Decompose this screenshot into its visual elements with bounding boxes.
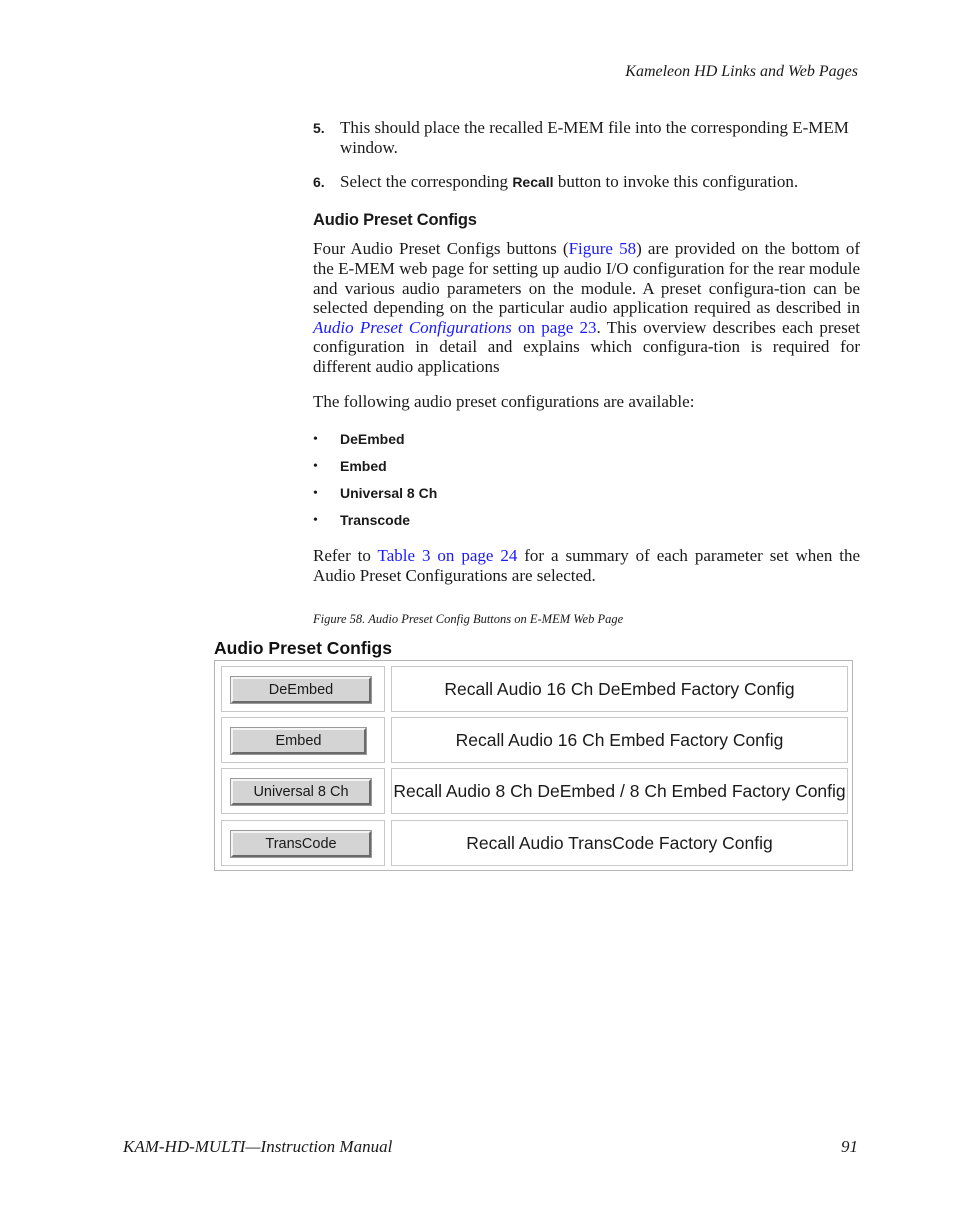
audio-preset-configurations-link[interactable] bbox=[313, 318, 597, 337]
deembed-button[interactable]: DeEmbed bbox=[231, 677, 371, 703]
preset-row-deembed bbox=[221, 666, 848, 712]
list-item bbox=[313, 480, 860, 507]
step-5 bbox=[313, 118, 860, 157]
step-number: 5. bbox=[313, 120, 325, 136]
preset-description: Recall Audio TransCode Factory Config bbox=[391, 820, 848, 866]
para-text: Four Audio Preset Configs buttons ( bbox=[313, 239, 569, 259]
button-cell bbox=[221, 820, 385, 866]
para-text: . This overview describes each preset configuration in detail and explains which configura-tion is required for different audio applications bbox=[313, 317, 860, 376]
main-content bbox=[313, 118, 860, 600]
step-text: This should place the recalled E-MEM file into the corresponding E-MEM window. bbox=[340, 118, 849, 157]
running-header: Kameleon HD Links and Web Pages bbox=[625, 63, 858, 80]
para-text: ) are provided on the bottom of the E-MEM web page for setting up audio I/O configuration for the rear module and various audio parameters on the module. A preset configura-tion can be selected depending on the particular audio application required as described in bbox=[313, 239, 860, 318]
preset-description: Recall Audio 16 Ch DeEmbed Factory Config bbox=[391, 666, 848, 712]
refer-paragraph bbox=[313, 546, 860, 585]
recall-button-name: Recall bbox=[512, 174, 554, 191]
preset-description: Recall Audio 16 Ch Embed Factory Config bbox=[391, 717, 848, 763]
available-paragraph: The following audio preset configurations are available: bbox=[313, 391, 695, 411]
page-number: 91 bbox=[841, 1137, 858, 1156]
step-text bbox=[340, 172, 860, 193]
preset-row-universal-8ch bbox=[221, 768, 848, 814]
section-heading: Audio Preset Configs bbox=[313, 210, 477, 229]
bullet-icon: • bbox=[313, 458, 318, 474]
preset-list bbox=[313, 426, 860, 534]
list-item bbox=[313, 426, 860, 453]
list-item bbox=[313, 507, 860, 534]
figure-caption: Figure 58. Audio Preset Config Buttons on E-MEM Web Page bbox=[313, 612, 624, 626]
embed-button[interactable]: Embed bbox=[231, 728, 366, 754]
panel-title: Audio Preset Configs bbox=[214, 638, 392, 658]
figure-58-link[interactable]: Figure 58 bbox=[568, 239, 637, 259]
audio-preset-panel bbox=[214, 660, 853, 871]
table-3-link[interactable]: Table 3 on page 24 bbox=[377, 546, 518, 566]
list-item-label: Transcode bbox=[340, 511, 411, 528]
link-page-text: on page 23 bbox=[511, 317, 597, 337]
step-text-after: button to invoke this configuration. bbox=[553, 172, 799, 192]
transcode-button[interactable]: TransCode bbox=[231, 831, 371, 857]
button-cell bbox=[221, 717, 385, 763]
link-italic-text: Audio Preset Configurations bbox=[313, 317, 512, 337]
step-number: 6. bbox=[313, 174, 325, 191]
para-text: for a summary of each parameter set when the Audio Preset Configurations are selected. bbox=[313, 546, 861, 585]
step-text-before: Select the corresponding bbox=[340, 172, 513, 192]
footer-manual-title: KAM-HD-MULTI—Instruction Manual bbox=[123, 1137, 393, 1156]
button-cell bbox=[221, 768, 385, 814]
intro-paragraph bbox=[313, 239, 860, 376]
para-text: Refer to bbox=[313, 546, 378, 566]
bullet-icon: • bbox=[313, 512, 318, 528]
bullet-icon: • bbox=[313, 485, 318, 501]
list-item bbox=[313, 453, 860, 480]
list-item-label: Universal 8 Ch bbox=[340, 484, 438, 501]
universal-8ch-button[interactable]: Universal 8 Ch bbox=[231, 779, 371, 805]
list-item-label: DeEmbed bbox=[340, 430, 405, 447]
list-item-label: Embed bbox=[340, 457, 387, 474]
preset-row-transcode bbox=[221, 820, 848, 866]
preset-description: Recall Audio 8 Ch DeEmbed / 8 Ch Embed Factory Config bbox=[391, 768, 848, 814]
button-cell bbox=[221, 666, 385, 712]
preset-row-embed bbox=[221, 717, 848, 763]
step-6 bbox=[313, 172, 860, 193]
bullet-icon: • bbox=[313, 431, 318, 447]
